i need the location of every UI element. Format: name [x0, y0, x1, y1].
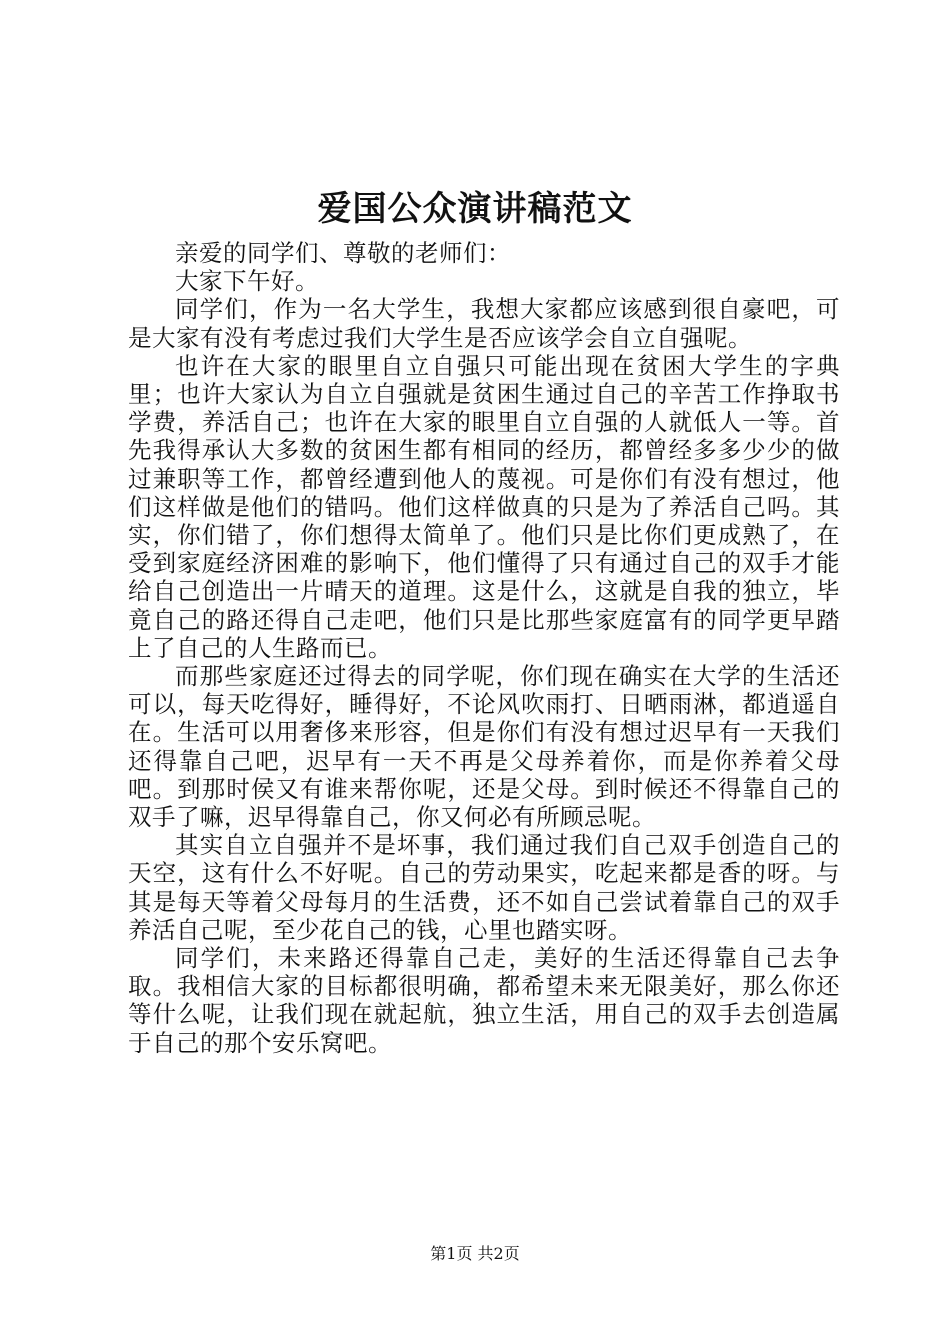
- body-paragraph: 同学们，作为一名大学生，我想大家都应该感到很自豪吧，可是大家有没有考虑过我们大学生是否应该学会自立自强呢。: [128, 295, 840, 352]
- document-title: 爱国公众演讲稿范文: [317, 189, 633, 229]
- body-paragraph: 而那些家庭还过得去的同学呢，你们现在确实在大学的生活还可以，每天吃得好，睡得好，不论风吹雨打、日晒雨淋，都逍遥自在。生活可以用奢侈来形容，但是你们有没有想过迟早有一天我们还得靠自己吧，迟早有一天不再是父母养着你，而是你养着父母吧。到那时侯又有谁来帮你呢，还是父母。到时候还不得靠自己的双手了嘛，迟早得靠自己，你又何必有所顾忌呢。: [128, 662, 840, 832]
- body-paragraph: 也许在大家的眼里自立自强只可能出现在贫困大学生的字典里；也许大家认为自立自强就是贫困生通过自己的辛苦工作挣取书学费，养活自己；也许在大家的眼里自立自强的人就低人一等。首先我得承认大多数的贫困生都有相同的经历，都曾经多多少少的做过兼职等工作，都曾经遭到他人的蔑视。可是你们有没有想过，他们这样做是他们的错吗。他们这样做真的只是为了养活自己吗。其实，你们错了，你们想得太简单了。他们只是比你们更成熟了，在受到家庭经济困难的影响下，他们懂得了只有通过自己的双手才能给自己创造出一片晴天的道理。这是什么，这就是自我的独立，毕竟自己的路还得自己走吧，他们只是比那些家庭富有的同学更早踏上了自己的人生路而已。: [128, 351, 840, 662]
- page-number-footer: 第1页 共2页: [430, 1244, 520, 1263]
- salutation-paragraph: 亲爱的同学们、尊敬的老师们：: [175, 239, 511, 267]
- body-paragraph: 其实自立自强并不是坏事，我们通过我们自己双手创造自己的天空，这有什么不好呢。自己的劳动果实，吃起来都是香的呀。与其是每天等着父母每月的生活费，还不如自己尝试着靠自己的双手养活自己呢，至少花自己的钱，心里也踏实呀。: [128, 831, 840, 944]
- greeting-paragraph: 大家下午好。: [175, 267, 319, 296]
- closing-paragraph: 同学们，未来路还得靠自己走，美好的生活还得靠自己去争取。我相信大家的目标都很明确，都希望未来无限美好，那么你还等什么呢，让我们现在就起航，独立生活，用自己的双手去创造属于自己的那个安乐窝吧。: [128, 944, 840, 1057]
- document-body: [128, 239, 840, 1057]
